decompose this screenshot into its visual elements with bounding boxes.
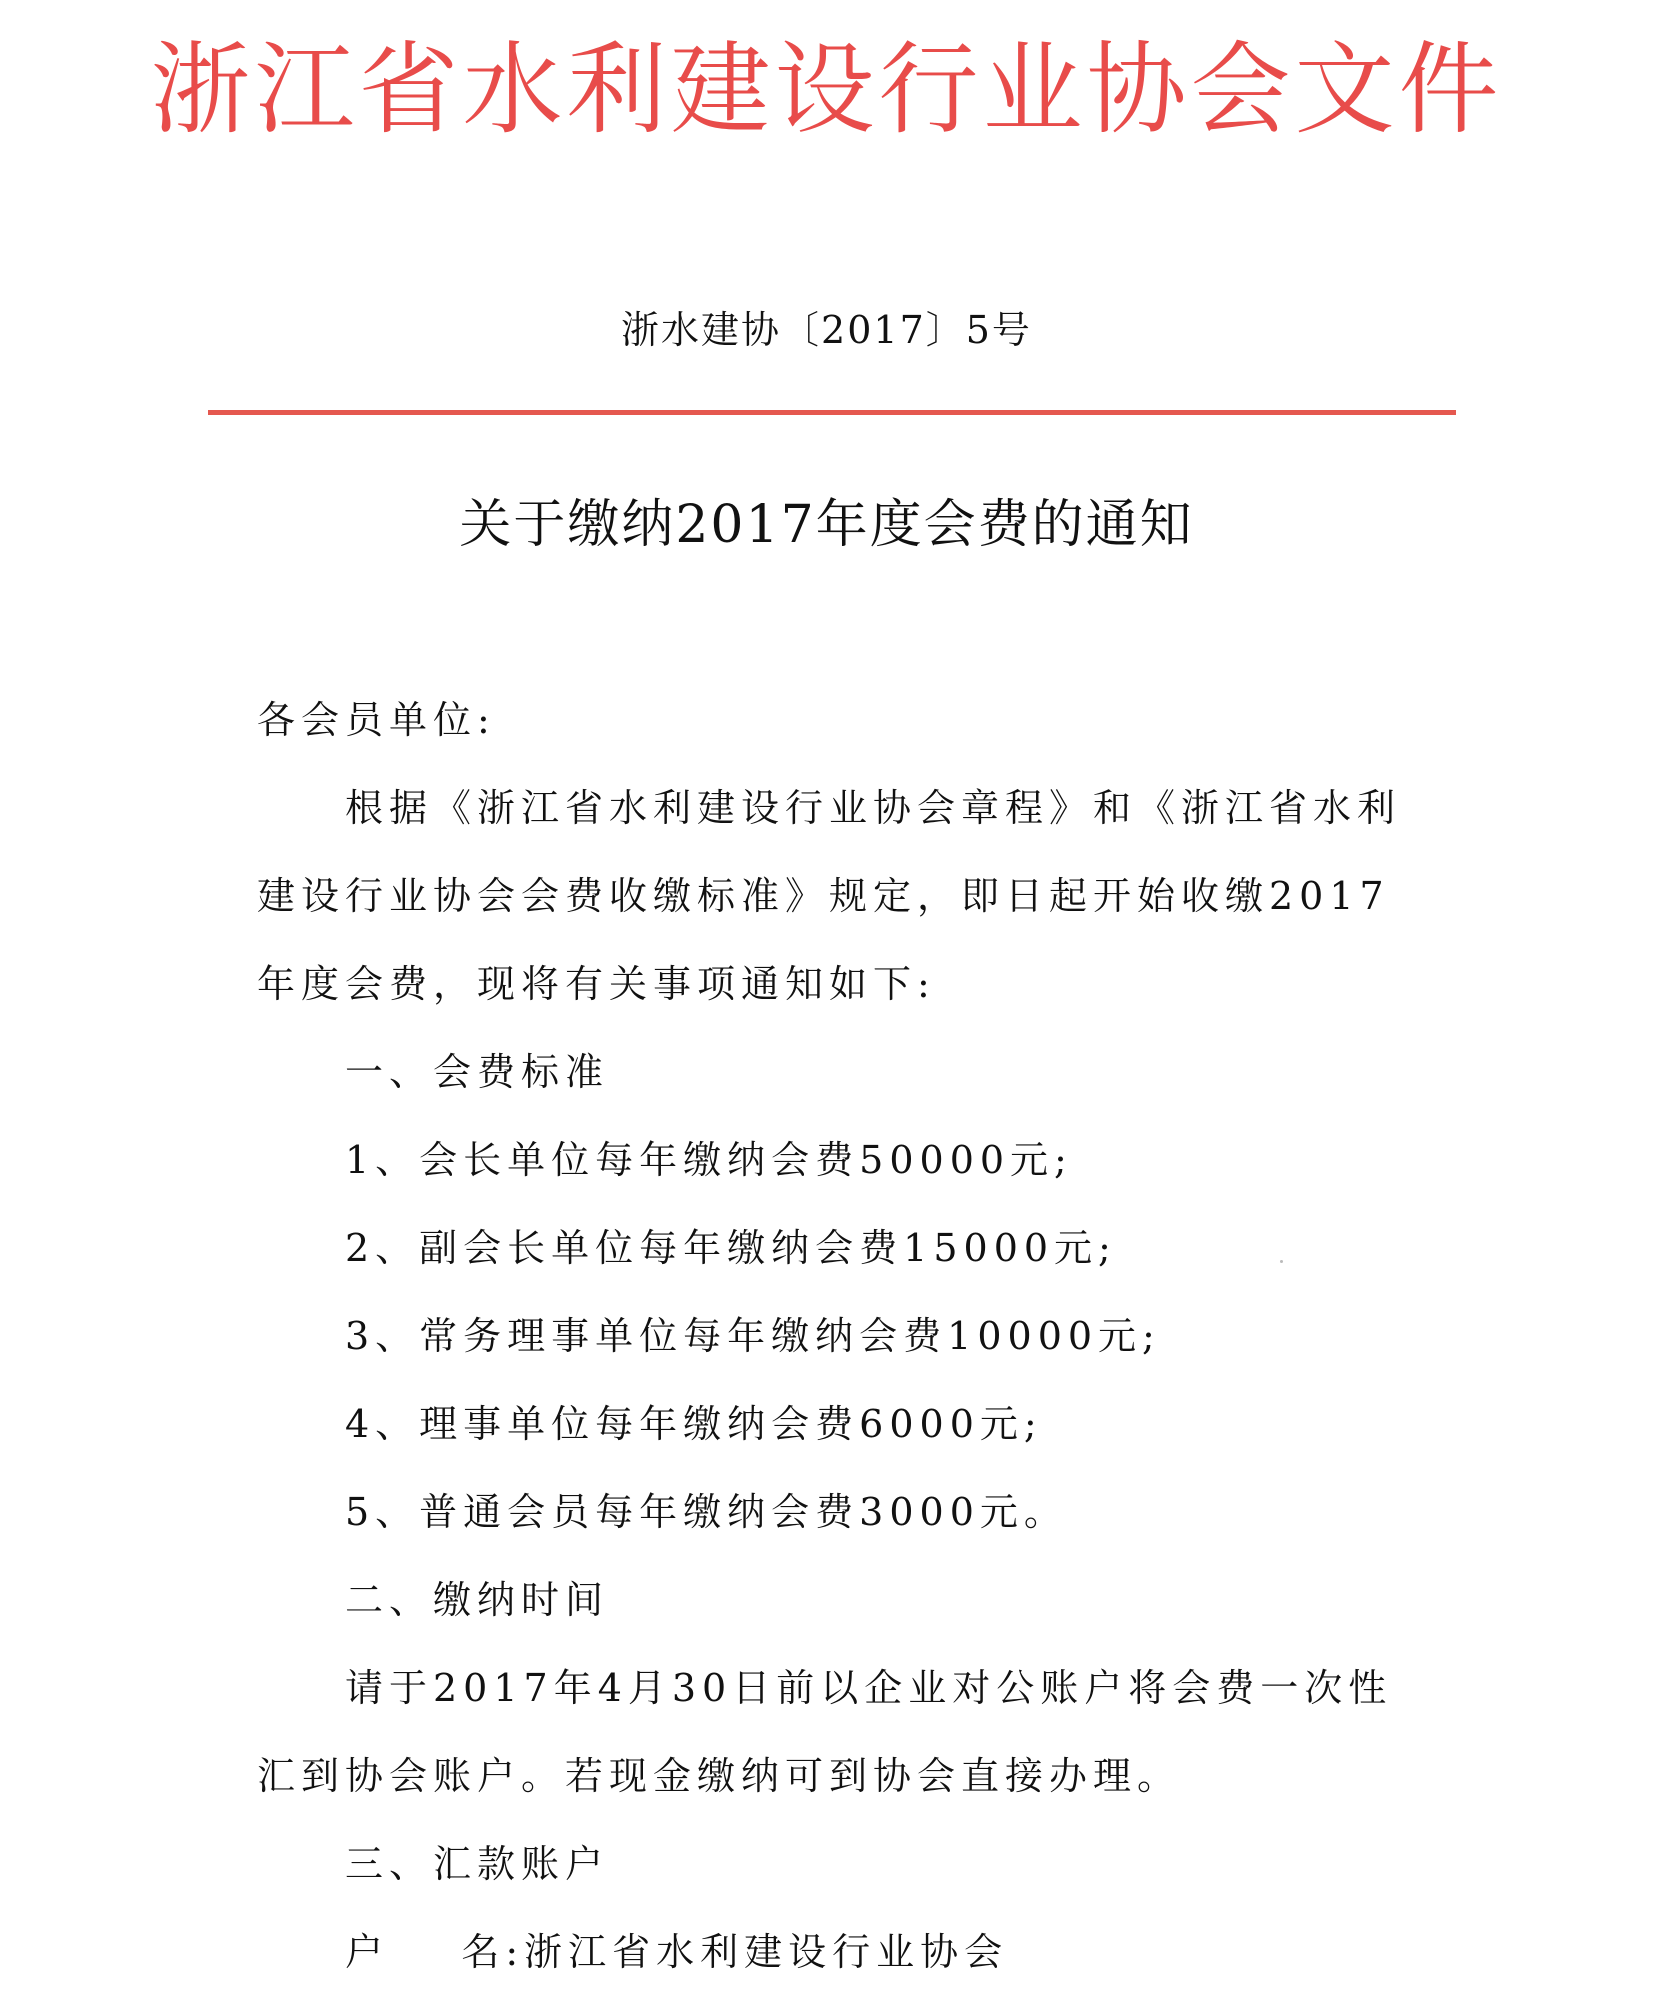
payment-time-line: 请于2017年4月30日前以企业对公账户将会费一次性	[345, 1666, 1393, 1710]
salutation: 各会员单位:	[257, 698, 496, 742]
document-number: 浙水建协〔2017〕5号	[621, 308, 1032, 352]
payment-time-line: 汇到协会账户。若现金缴纳可到协会直接办理。	[257, 1754, 1182, 1798]
account-name-value: 浙江省水利建设行业协会	[524, 1930, 1009, 1974]
section-heading-fee-standard: 一、会费标准	[345, 1050, 610, 1094]
notice-body	[257, 676, 1417, 1996]
account-name-label: 户 名:	[345, 1930, 525, 1974]
intro-line: 根据《浙江省水利建设行业协会章程》和《浙江省水利	[345, 786, 1402, 830]
section-heading-remittance-account: 三、汇款账户	[345, 1842, 610, 1886]
scan-speck	[1280, 1260, 1283, 1263]
fee-item: 2、副会长单位每年缴纳会费15000元;	[345, 1226, 1117, 1270]
fee-item: 4、理事单位每年缴纳会费6000元;	[345, 1402, 1043, 1446]
masthead-title: 浙江省水利建设行业协会文件	[150, 31, 1503, 148]
intro-line: 建设行业协会会费收缴标准》规定，即日起开始收缴2017	[257, 874, 1390, 918]
fee-item: 3、常务理事单位每年缴纳会费10000元;	[345, 1314, 1161, 1358]
red-separator-rule	[208, 410, 1456, 415]
section-heading-payment-time: 二、缴纳时间	[345, 1578, 610, 1622]
fee-item: 1、会长单位每年缴纳会费50000元;	[345, 1138, 1073, 1182]
notice-title: 关于缴纳2017年度会费的通知	[459, 495, 1194, 555]
intro-line: 年度会费，现将有关事项通知如下:	[257, 962, 936, 1006]
fee-item: 5、普通会员每年缴纳会费3000元。	[345, 1490, 1068, 1534]
